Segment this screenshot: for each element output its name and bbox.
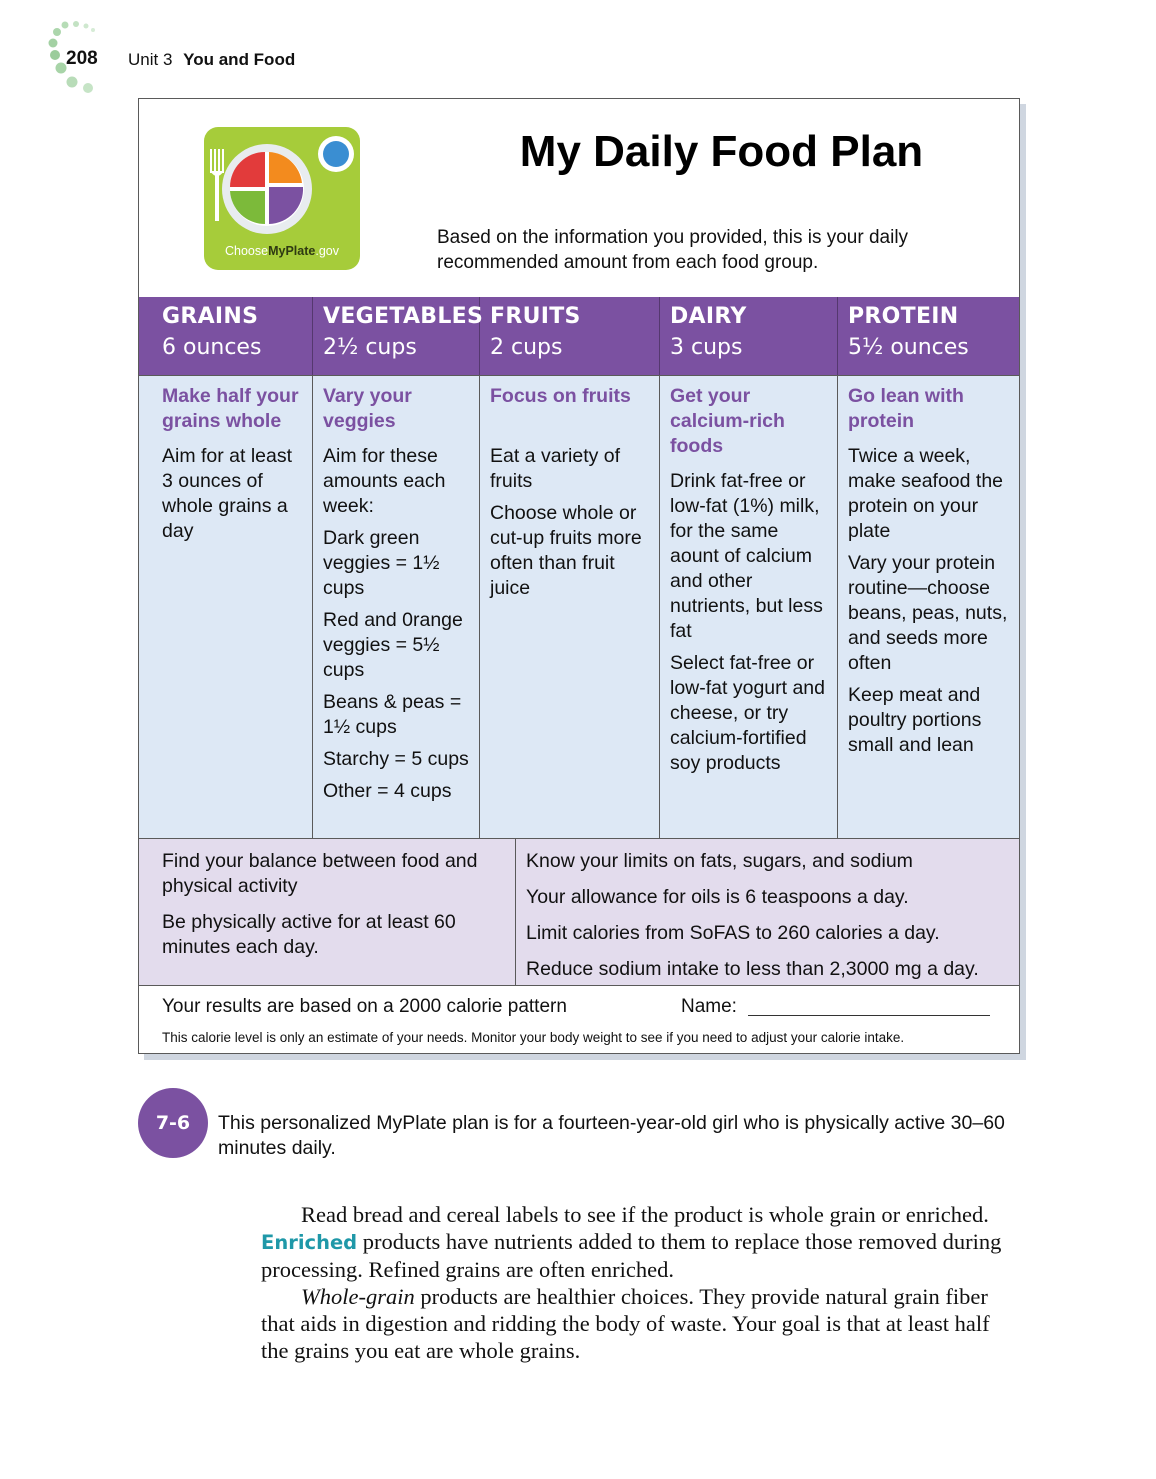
protein-tip: Keep meat and poultry portions small and lean [848,684,982,756]
dairy-tip: Select fat-free or low-fat yogurt and cheese, or try calcium-fortified soy products [670,652,826,774]
protein-tip-heading: Go lean with protein [848,385,964,432]
unit-label: Unit 3 [128,50,173,69]
myplate-logo [204,127,360,270]
vegetables-tip: Starchy = 5 cups [323,748,469,770]
vegetables-tip: Red and 0range veggies = 5½ cups [323,609,463,681]
fruits-tip: Eat a variety of fruits [490,445,621,492]
body-text [261,1201,1021,1364]
calorie-pattern-text: Your results are based on a 2000 calorie pattern [162,996,567,1017]
food-group-header-row [139,297,1019,375]
body-paragraph: Whole-grain products are healthier choices. They provide natural grain fiber that aids in digestion and ridding the body of waste. Your goal is that at least half the grains you eat are whole grains. [261,1284,990,1363]
body-paragraph: Read bread and cereal labels to see if the product is whole grain or enriched. Enriched products have nutrients added to them to replace those removed during processing. Refined grains are often enriched. [261,1202,1002,1282]
vegetables-tip: Dark green veggies = 1½ cups [323,527,440,599]
calorie-disclaimer: This calorie level is only an estimate of your needs. Monitor your body weight to see if you need to adjust your calorie intake. [162,1030,905,1045]
keyword-enriched: Enriched [261,1231,358,1254]
protein-column [838,376,1019,839]
grains-column [139,376,313,839]
group-header-grains: GRAINS 6 ounces [139,297,313,375]
vegetables-tip: Other = 4 cups [323,780,452,802]
dairy-tip-heading: Get your calcium-rich foods [670,385,785,457]
plate-icon [204,127,360,237]
vegetables-tip-heading: Vary your veggies [323,385,412,432]
dairy-column [660,376,838,839]
running-header [128,50,295,70]
group-header-vegetables: VEGETABLES 2½ cups [313,297,480,375]
fruits-tip-heading: Focus on fruits [490,385,631,407]
balance-text: Find your balance between food and physical activity [162,850,478,897]
limits-text: Know your limits on fats, sugars, and sodium [526,850,913,872]
protein-tip: Twice a week, make seafood the protein on your plate [848,445,1004,542]
group-header-protein: PROTEIN 5½ ounces [848,304,969,360]
balance-and-limits-row [139,838,1019,986]
group-header-dairy: DAIRY 3 cups [660,297,838,375]
limits-text: Reduce sodium intake to less than 2,3000 mg a day. [526,958,979,980]
figure-number-badge: 7-6 [138,1088,208,1158]
group-header-fruits: FRUITS 2 cups [480,297,660,375]
vegetables-column [313,376,480,839]
balance-text: Be physically active for at least 60 minutes each day. [162,911,456,958]
protein-tip: Vary your protein routine—choose beans, peas, nuts, and seeds more often [848,552,1008,674]
plan-title: My Daily Food Plan [519,127,924,176]
grains-tip: Aim for at least 3 ounces of whole grains a day [162,445,293,542]
divider [515,839,516,986]
page-number: 208 [66,48,98,69]
figure-caption: This personalized MyPlate plan is for a fourteen-year-old girl who is physically active 30–60 minutes daily. [218,1112,1005,1159]
limits-section [526,849,1006,993]
limits-text: Your allowance for oils is 6 teaspoons a day. [526,886,909,908]
food-group-details-row [139,375,1019,839]
vegetables-tip: Aim for these amounts each week: [323,445,446,517]
section-title: You and Food [183,50,296,69]
grains-tip-heading: Make half your grains whole [162,385,299,432]
limits-text: Limit calories from SoFAS to 260 calories a day. [526,922,940,944]
daily-food-plan-card [138,98,1020,1054]
name-label: Name: [681,996,737,1017]
name-blank-line [748,1015,990,1016]
plan-subtitle: Based on the information you provided, this is your daily recommended amount from each food group. [437,227,909,273]
dairy-tip: Drink fat-free or low-fat (1%) milk, for the same aount of calcium and other nutrients, but less fat [670,470,823,642]
balance-section [162,849,507,971]
fruits-tip: Choose whole or cut-up fruits more often than fruit juice [490,502,642,599]
decorative-dots [0,0,120,110]
logo-wordmark: ChooseMyPlate.gov [225,244,339,258]
fruits-column [480,376,660,839]
vegetables-tip: Beans & peas = 1½ cups [323,691,462,738]
